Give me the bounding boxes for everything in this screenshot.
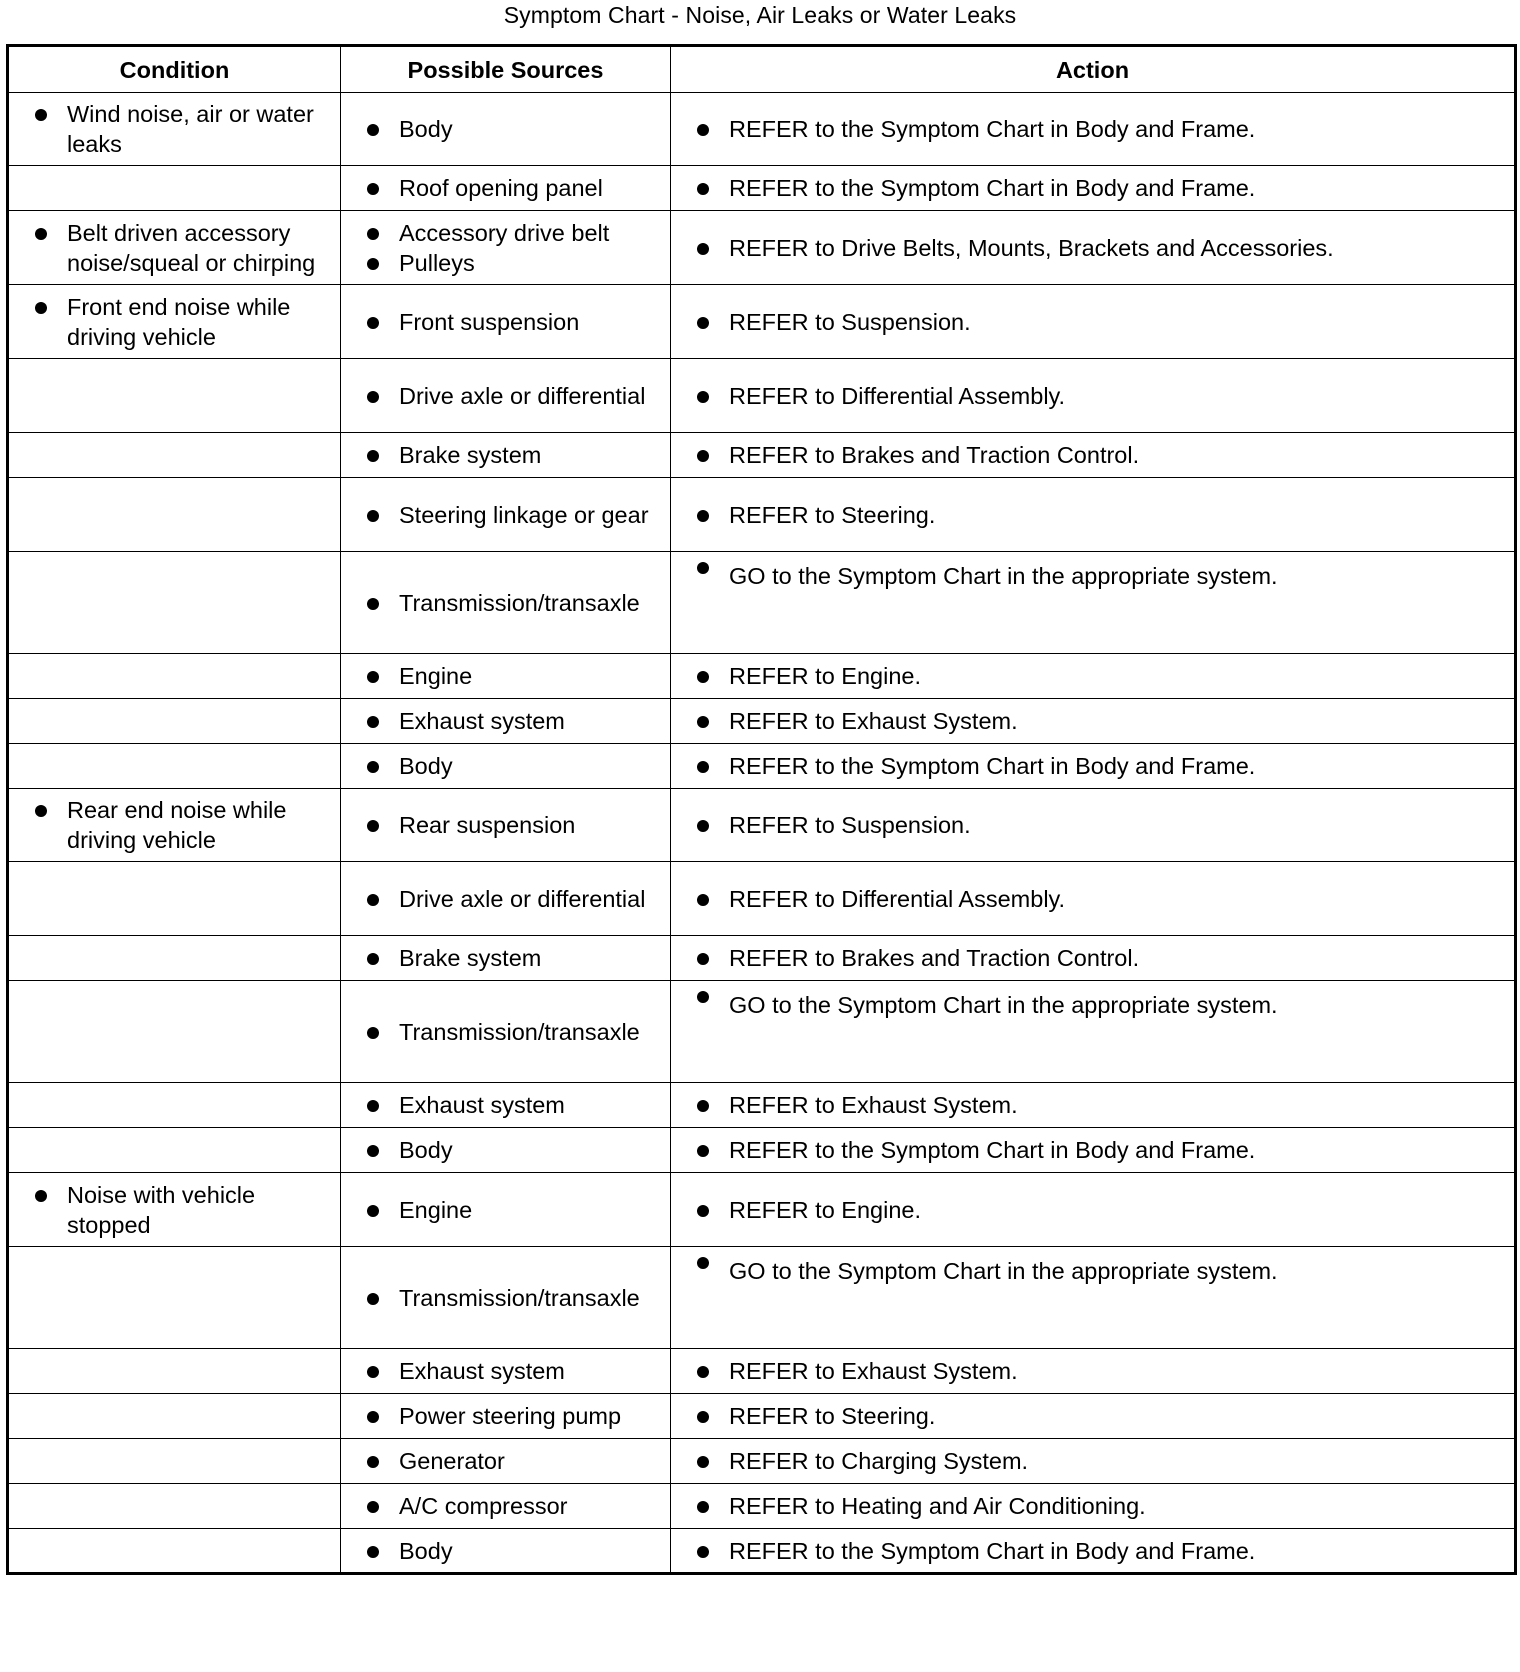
source-item: Exhaust system bbox=[341, 706, 670, 736]
table-row bbox=[8, 654, 1516, 699]
condition-cell bbox=[8, 654, 341, 699]
action-cell bbox=[671, 1173, 1516, 1247]
action-cell bbox=[671, 981, 1516, 1083]
source-item: Exhaust system bbox=[341, 1356, 670, 1386]
action-cell bbox=[671, 1394, 1516, 1439]
action-cell bbox=[671, 936, 1516, 981]
table-row bbox=[8, 1439, 1516, 1484]
table-header-row bbox=[8, 46, 1516, 93]
source-item: Rear suspension bbox=[341, 810, 670, 840]
possible-sources-cell bbox=[341, 1349, 671, 1394]
action-cell bbox=[671, 285, 1516, 359]
action-text: REFER to the Symptom Chart in Body and Frame. bbox=[671, 173, 1514, 203]
condition-cell bbox=[8, 1128, 341, 1173]
table-row bbox=[8, 744, 1516, 789]
source-item: Exhaust system bbox=[341, 1090, 670, 1120]
action-cell bbox=[671, 1083, 1516, 1128]
table-row bbox=[8, 433, 1516, 478]
action-text: REFER to the Symptom Chart in Body and Frame. bbox=[671, 1135, 1514, 1165]
table-row bbox=[8, 285, 1516, 359]
condition-cell bbox=[8, 359, 341, 433]
condition-cell bbox=[8, 1394, 341, 1439]
action-text: REFER to the Symptom Chart in Body and Frame. bbox=[671, 751, 1514, 781]
source-item: Body bbox=[341, 114, 670, 144]
source-item: Transmission/transaxle bbox=[341, 1283, 670, 1313]
source-item: Engine bbox=[341, 661, 670, 691]
condition-cell bbox=[8, 699, 341, 744]
action-cell bbox=[671, 478, 1516, 552]
table-row bbox=[8, 359, 1516, 433]
condition-text: Noise with vehicle stopped bbox=[9, 1180, 340, 1240]
table-row bbox=[8, 211, 1516, 285]
possible-sources-cell bbox=[341, 433, 671, 478]
condition-text: Belt driven accessory noise/squeal or chirping bbox=[9, 218, 340, 278]
source-item: Body bbox=[341, 751, 670, 781]
action-cell bbox=[671, 862, 1516, 936]
table-row bbox=[8, 981, 1516, 1083]
condition-cell bbox=[8, 1439, 341, 1484]
table-row bbox=[8, 789, 1516, 862]
source-item: Pulleys bbox=[341, 248, 670, 278]
condition-cell bbox=[8, 211, 341, 285]
condition-cell bbox=[8, 285, 341, 359]
action-text: REFER to Suspension. bbox=[671, 307, 1514, 337]
action-text: REFER to the Symptom Chart in Body and Frame. bbox=[671, 1536, 1514, 1566]
source-item: Transmission/transaxle bbox=[341, 588, 670, 618]
action-cell bbox=[671, 1484, 1516, 1529]
header-condition: Condition bbox=[8, 46, 341, 93]
condition-cell bbox=[8, 1173, 341, 1247]
action-cell bbox=[671, 1529, 1516, 1574]
source-item: Transmission/transaxle bbox=[341, 1017, 670, 1047]
action-text: REFER to Suspension. bbox=[671, 810, 1514, 840]
possible-sources-cell bbox=[341, 981, 671, 1083]
action-text: REFER to Brakes and Traction Control. bbox=[671, 440, 1514, 470]
table-row bbox=[8, 936, 1516, 981]
possible-sources-cell bbox=[341, 93, 671, 166]
table-row bbox=[8, 1349, 1516, 1394]
table-body bbox=[8, 93, 1516, 1574]
possible-sources-cell bbox=[341, 744, 671, 789]
symptom-table bbox=[6, 44, 1517, 1575]
possible-sources-cell bbox=[341, 1484, 671, 1529]
possible-sources-cell bbox=[341, 1529, 671, 1574]
possible-sources-cell bbox=[341, 211, 671, 285]
possible-sources-cell bbox=[341, 1394, 671, 1439]
condition-cell bbox=[8, 93, 341, 166]
action-text: GO to the Symptom Chart in the appropriate system. bbox=[671, 981, 1514, 1020]
table-row bbox=[8, 552, 1516, 654]
action-cell bbox=[671, 433, 1516, 478]
table-row bbox=[8, 166, 1516, 211]
action-cell bbox=[671, 166, 1516, 211]
table-row bbox=[8, 1394, 1516, 1439]
condition-cell bbox=[8, 936, 341, 981]
possible-sources-cell bbox=[341, 1247, 671, 1349]
possible-sources-cell bbox=[341, 699, 671, 744]
table-row bbox=[8, 699, 1516, 744]
possible-sources-cell bbox=[341, 1128, 671, 1173]
action-text: REFER to Brakes and Traction Control. bbox=[671, 943, 1514, 973]
condition-cell bbox=[8, 552, 341, 654]
source-item: A/C compressor bbox=[341, 1491, 670, 1521]
source-item: Drive axle or differential bbox=[341, 381, 670, 411]
condition-cell bbox=[8, 166, 341, 211]
action-text: REFER to Drive Belts, Mounts, Brackets and Accessories. bbox=[671, 233, 1514, 263]
condition-cell bbox=[8, 1529, 341, 1574]
action-cell bbox=[671, 93, 1516, 166]
possible-sources-cell bbox=[341, 478, 671, 552]
action-cell bbox=[671, 211, 1516, 285]
source-item: Front suspension bbox=[341, 307, 670, 337]
action-text: REFER to Charging System. bbox=[671, 1446, 1514, 1476]
action-text: REFER to Engine. bbox=[671, 1195, 1514, 1225]
action-text: REFER to Engine. bbox=[671, 661, 1514, 691]
possible-sources-cell bbox=[341, 166, 671, 211]
condition-text: Front end noise while driving vehicle bbox=[9, 292, 340, 352]
table-row bbox=[8, 1247, 1516, 1349]
chart-title: Symptom Chart - Noise, Air Leaks or Water Leaks bbox=[503, 2, 1017, 28]
possible-sources-cell bbox=[341, 552, 671, 654]
condition-cell bbox=[8, 433, 341, 478]
condition-text: Rear end noise while driving vehicle bbox=[9, 795, 340, 855]
source-item: Brake system bbox=[341, 943, 670, 973]
action-text: REFER to Exhaust System. bbox=[671, 1090, 1514, 1120]
possible-sources-cell bbox=[341, 1083, 671, 1128]
table-row bbox=[8, 862, 1516, 936]
condition-text: Wind noise, air or water leaks bbox=[9, 99, 340, 159]
condition-cell bbox=[8, 744, 341, 789]
action-text: GO to the Symptom Chart in the appropriate system. bbox=[671, 552, 1514, 591]
source-item: Roof opening panel bbox=[341, 173, 670, 203]
source-item: Power steering pump bbox=[341, 1401, 670, 1431]
table-row bbox=[8, 478, 1516, 552]
action-cell bbox=[671, 1247, 1516, 1349]
condition-cell bbox=[8, 789, 341, 862]
table-row bbox=[8, 1484, 1516, 1529]
source-item: Accessory drive belt bbox=[341, 218, 670, 248]
possible-sources-cell bbox=[341, 359, 671, 433]
action-cell bbox=[671, 699, 1516, 744]
condition-cell bbox=[8, 862, 341, 936]
table-row bbox=[8, 93, 1516, 166]
condition-cell bbox=[8, 981, 341, 1083]
action-cell bbox=[671, 359, 1516, 433]
table-row bbox=[8, 1083, 1516, 1128]
possible-sources-cell bbox=[341, 936, 671, 981]
source-item: Drive axle or differential bbox=[341, 884, 670, 914]
source-item: Brake system bbox=[341, 440, 670, 470]
table-row bbox=[8, 1128, 1516, 1173]
condition-cell bbox=[8, 478, 341, 552]
action-text: REFER to Steering. bbox=[671, 500, 1514, 530]
condition-cell bbox=[8, 1484, 341, 1529]
action-cell bbox=[671, 1349, 1516, 1394]
source-item: Generator bbox=[341, 1446, 670, 1476]
action-cell bbox=[671, 789, 1516, 862]
action-cell bbox=[671, 744, 1516, 789]
possible-sources-cell bbox=[341, 654, 671, 699]
possible-sources-cell bbox=[341, 285, 671, 359]
source-item: Body bbox=[341, 1536, 670, 1566]
table-row bbox=[8, 1529, 1516, 1574]
action-text: REFER to Exhaust System. bbox=[671, 706, 1514, 736]
source-item: Body bbox=[341, 1135, 670, 1165]
action-cell bbox=[671, 654, 1516, 699]
source-item: Engine bbox=[341, 1195, 670, 1225]
possible-sources-cell bbox=[341, 1439, 671, 1484]
action-text: REFER to Differential Assembly. bbox=[671, 884, 1514, 914]
action-cell bbox=[671, 1128, 1516, 1173]
action-text: GO to the Symptom Chart in the appropriate system. bbox=[671, 1247, 1514, 1286]
possible-sources-cell bbox=[341, 789, 671, 862]
action-text: REFER to Exhaust System. bbox=[671, 1356, 1514, 1386]
action-text: REFER to Differential Assembly. bbox=[671, 381, 1514, 411]
possible-sources-cell bbox=[341, 1173, 671, 1247]
header-possible-sources: Possible Sources bbox=[341, 46, 671, 93]
action-text: REFER to Heating and Air Conditioning. bbox=[671, 1491, 1514, 1521]
condition-cell bbox=[8, 1083, 341, 1128]
action-text: REFER to the Symptom Chart in Body and Frame. bbox=[671, 114, 1514, 144]
possible-sources-cell bbox=[341, 862, 671, 936]
header-action: Action bbox=[671, 46, 1516, 93]
action-cell bbox=[671, 1439, 1516, 1484]
condition-cell bbox=[8, 1349, 341, 1394]
action-cell bbox=[671, 552, 1516, 654]
action-text: REFER to Steering. bbox=[671, 1401, 1514, 1431]
source-item: Steering linkage or gear bbox=[341, 500, 670, 530]
condition-cell bbox=[8, 1247, 341, 1349]
table-row bbox=[8, 1173, 1516, 1247]
